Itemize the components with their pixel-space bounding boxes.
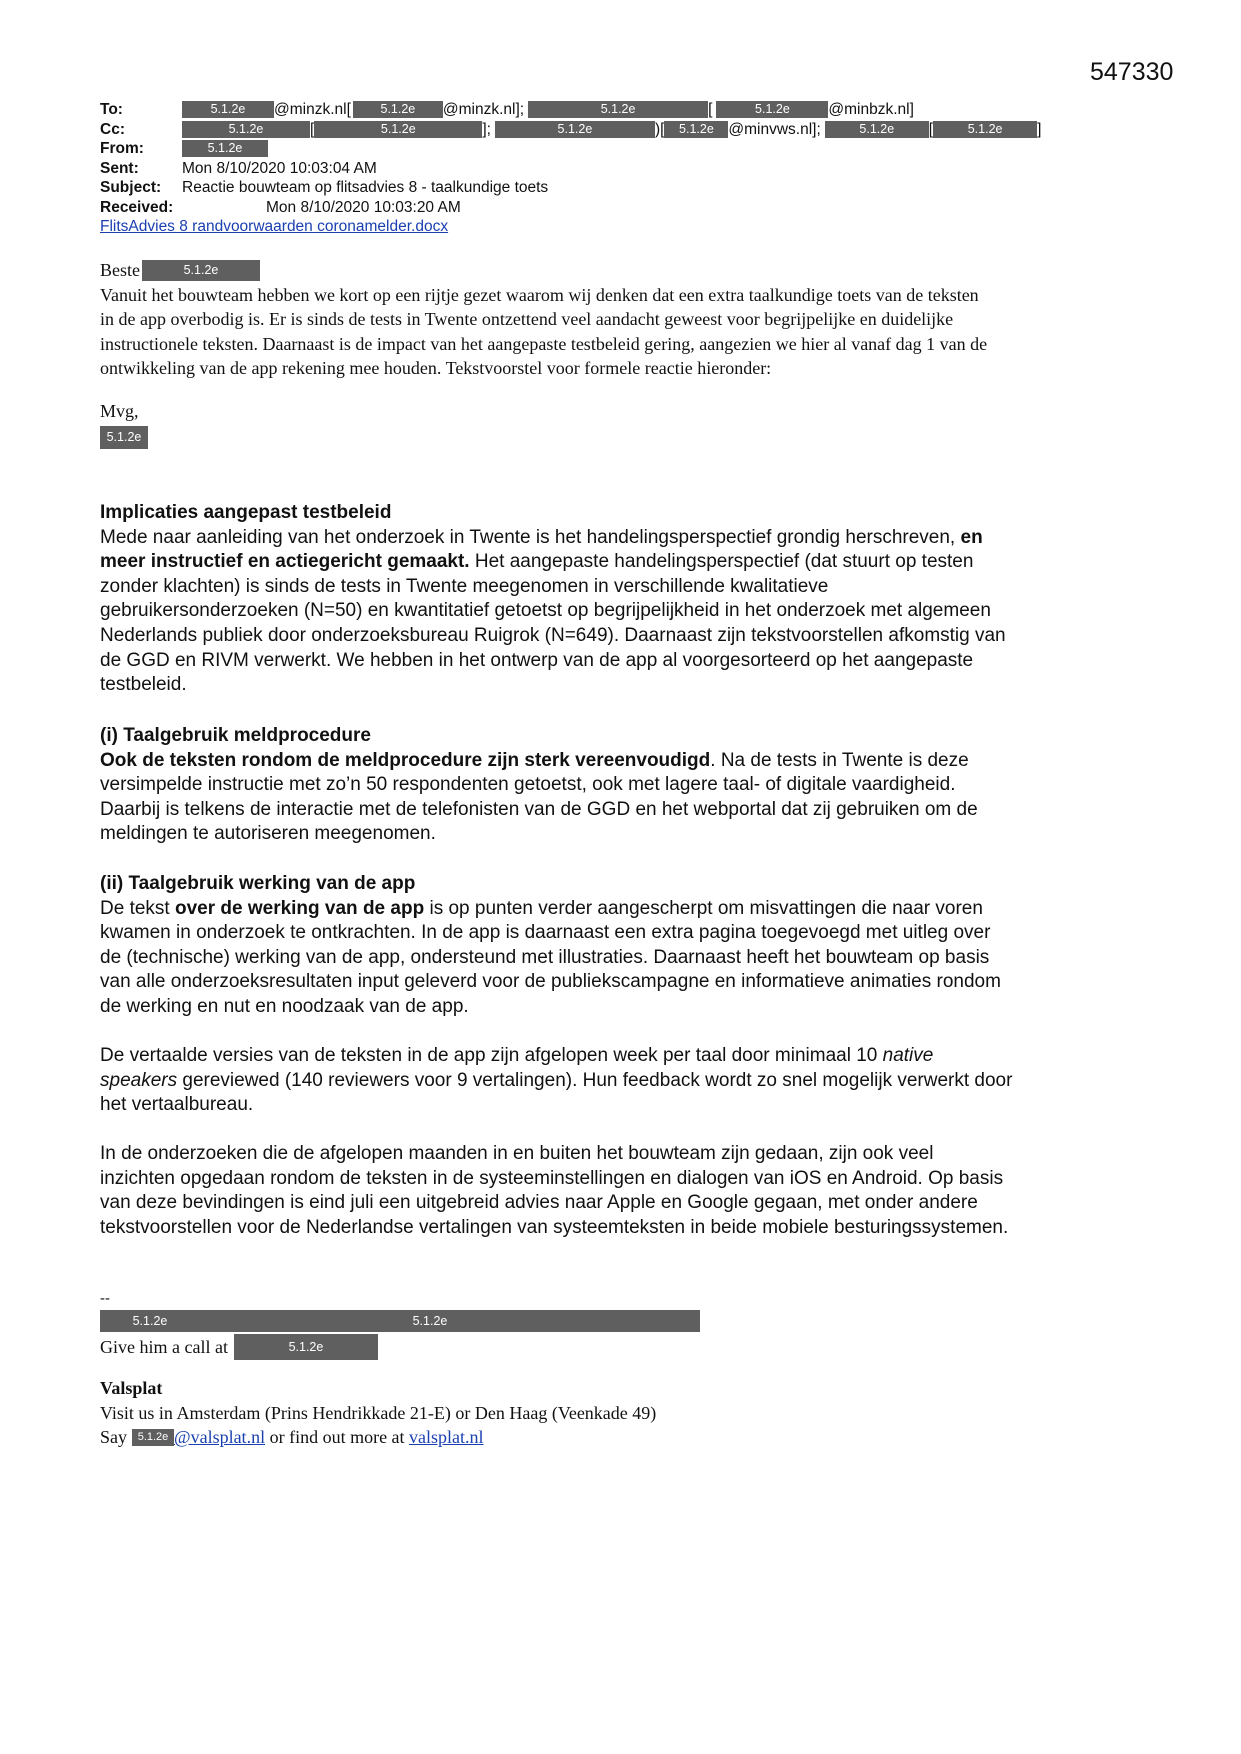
website-link[interactable]: valsplat.nl [409,1427,484,1447]
email-link[interactable]: @valsplat.nl [174,1427,266,1447]
text-span: De tekst [100,897,175,919]
bold-span: over de werking van de app [174,897,425,919]
body-line: het vertaalbureau. [100,1094,254,1116]
cc-part: [ [310,120,315,138]
sent-label: Sent: [100,159,139,177]
redaction: 5.1.2e [182,140,268,157]
section-heading: Implicaties aangepast testbeleid [100,502,392,523]
redaction-bar [100,1310,700,1332]
cc-label: Cc: [100,120,125,138]
bold-span: Ook de teksten rondom de meldprocedure zijn sterk vereenvoudigd [100,749,711,771]
subject-value: Reactie bouwteam op flitsadvies 8 - taalkundige toets [182,179,549,196]
body-line [100,897,1160,922]
text-span: is op punten verder aangescherpt om misvattingen die naar voren [424,897,983,919]
attachment-row [100,217,1160,237]
email-intro [100,258,1160,449]
body-line: In de onderzoeken die de afgelopen maanden in en buiten het bouwteam zijn gedaan, zijn ook veel [100,1143,934,1164]
to-part: [ [708,101,713,118]
body-line: Daarbij is telkens de interactie met de telefonisten van de GGD en het webportal dat zij gebruiken om de [100,798,978,820]
subject-label: Subject: [100,179,162,196]
say-line [100,1425,1160,1450]
body-line: inzichten opgedaan rondom de teksten in de systeeminstellingen en dialogen van iOS en Android. Op basis [100,1167,1004,1189]
paragraph-translations [100,1044,1160,1118]
body-line: zonder klachten) is sinds de tests in Twente meegenomen in verschillende kwalitatieve [100,575,829,597]
to-row [100,100,1160,120]
received-row [100,198,1160,218]
body-line [100,526,1160,551]
intro-line: ontwikkeling van de app rekening mee houden. Tekstvoorstel voor formele reactie hieronder: [100,358,772,378]
cc-part: @minvws.nl]; [728,120,821,138]
body-line: de werking en nut en noodzaak van de app. [100,995,469,1017]
paragraph-research [100,1142,1160,1240]
body-line [100,1044,1160,1069]
section-testbeleid [100,501,1160,698]
redaction: 5.1.2e [260,1310,600,1332]
to-part: @minbzk.nl] [828,101,914,118]
body-line: van alle onderzoeksresultaten input geleverd voor de publiekscampagne en informatieve animaties rondom [100,971,1001,993]
bold-span: meer instructief en actiegericht gemaakt. [100,551,470,573]
redaction: 5.1.2e [100,426,148,449]
company-name: Valsplat [100,1378,163,1398]
redaction: 5.1.2e [528,101,708,118]
redaction: 5.1.2e [353,101,443,118]
redaction: 5.1.2e [495,121,655,138]
body-line: tekstvoorstellen voor de Nederlandse vertalingen van systeemteksten in beide mobiele besturingssystemen. [100,1216,1009,1238]
email-header [100,100,1160,237]
section-werking-app [100,872,1160,1020]
cc-part: )[ [654,120,665,138]
from-row [100,139,1160,159]
to-part: @minzk.nl[ [274,101,351,118]
body-line [100,749,1160,774]
section-heading: (i) Taalgebruik meldprocedure [100,725,371,746]
call-text: Give him a call at [100,1336,228,1357]
received-value: Mon 8/10/2020 10:03:20 AM [266,198,461,216]
greeting-line [100,258,1160,283]
body-line: van deze bevindingen is eind juli een uitgebreid advies naar Apple en Google gegaan, met onder andere [100,1192,978,1214]
text-span: Het aangepaste handelingsperspectief (dat stuurt op testen [469,551,974,573]
sent-row [100,159,1160,179]
redaction: 5.1.2e [716,101,828,118]
redaction: 5.1.2e [132,1429,174,1446]
section-meldprocedure [100,724,1160,847]
document-number: 547330 [1090,58,1174,86]
visit-line: Visit us in Amsterdam (Prins Hendrikkade 21-E) or Den Haag (Veenkade 49) [100,1402,657,1423]
body-line [100,1069,1160,1094]
body-line: versimpelde instructie met zo’n 50 respondenten getoetst, ook met lagere taal- of digitale vaardigheid. [100,774,956,796]
redaction: 5.1.2e [664,121,728,138]
intro-line: in de app overbodig is. Er is sinds de tests in Twente ontzettend veel aandacht geweest voor begrijpelijke en duidelijke [100,309,954,329]
cc-part: [ [928,120,934,138]
redaction: 5.1.2e [100,1310,200,1332]
body-line: meldingen te autoriseren meegenomen. [100,823,436,845]
redaction: 5.1.2e [142,260,260,281]
email-signature [100,1290,1160,1450]
body-line: Nederlands publiek door onderzoeksbureau Ruigrok (N=649). Daarnaast zijn tekstvoorstellen afkomstig van [100,624,1006,646]
body-line: kwamen in onderzoek te ontkrachten. In de app is daarnaast een extra pagina toegevoegd met uitleg over [100,922,991,944]
say-text: Say [100,1427,127,1447]
redaction: 5.1.2e [182,101,274,118]
to-part: @minzk.nl]; [442,101,525,118]
italic-span: speakers [100,1069,178,1091]
bold-span: en [955,526,983,548]
intro-line: Vanuit het bouwteam hebben we kort op een rijtje gezet waarom wij denken dat een extra taalkundige toets van de teksten [100,284,979,305]
received-label: Received: [100,198,174,216]
redaction: 5.1.2e [234,1334,378,1360]
body-line: gebruikersonderzoeken (N=50) en kwantitatief getoetst op begrijpelijkheid in het onderzoek met algemeen [100,600,991,622]
section-heading: (ii) Taalgebruik werking van de app [100,873,416,894]
cc-row [100,120,1160,140]
find-out-text: or find out more at [265,1427,410,1447]
redaction: 5.1.2e [314,121,482,138]
attachment-link[interactable]: FlitsAdvies 8 randvoorwaarden coronamelder.docx [100,218,449,235]
to-label: To: [100,101,123,118]
intro-line: instructionele teksten. Daarnaast is de impact van het aangepaste testbeleid gering, aangezien we hier al vanaf dag 1 van de [100,333,988,354]
text-span: De vertaalde versies van de teksten in de app zijn afgelopen week per taal door minimaal 10 [100,1045,883,1066]
redaction: 5.1.2e [825,121,929,138]
body-line: de (technische) werking van de app, ondersteund met illustraties. Daarnaast heeft het bouwteam op basis [100,946,990,968]
italic-span: native [882,1045,934,1066]
from-label: From: [100,140,144,157]
call-line [100,1334,1160,1360]
signature-dashes: -- [100,1290,110,1307]
text-span: gereviewed (140 reviewers voor 9 vertalingen). Hun feedback wordt zo snel mogelijk verwerkt door [177,1069,1013,1091]
cc-part: ] [1037,120,1042,138]
greeting: Beste [100,260,140,280]
body-line: de GGD en RIVM verwerkt. We hebben in het ontwerp van de app al voorgesorteerd op het aangepaste [100,649,974,671]
text-span: Mede naar aanleiding van het onderzoek in Twente is het handelingsperspectief grondig herschreven, [100,526,956,548]
closing: Mvg, [100,400,139,421]
redaction: 5.1.2e [182,121,310,138]
subject-row [100,178,1160,198]
body-line: testbeleid. [100,674,187,696]
sent-value: Mon 8/10/2020 10:03:04 AM [182,159,377,177]
text-span: . Na de tests in Twente is deze [710,749,969,771]
redaction: 5.1.2e [933,121,1037,138]
body-line [100,550,1160,575]
cc-part: ]; [482,120,491,138]
